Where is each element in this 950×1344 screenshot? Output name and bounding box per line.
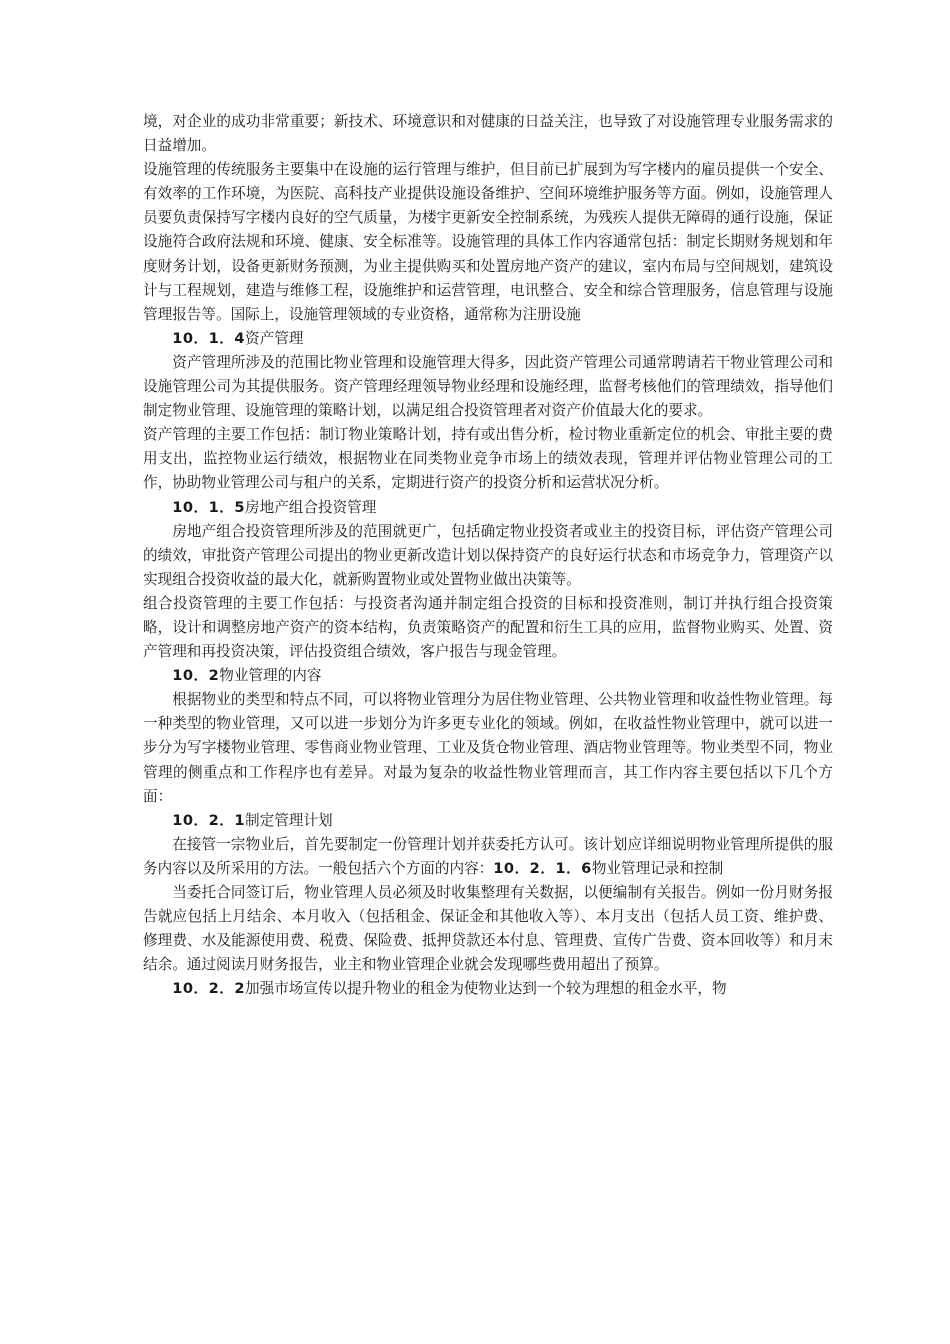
paragraph-property-types: 根据物业的类型和特点不同，可以将物业管理分为居住物业管理、公共物业管理和收益性物业管理。每一种类型的物业管理，又可以进一步划分为许多更专业化的领域。例如，在收益性物业管理中，就可以进一步分为写字楼物业管理、零售商业物业管理、工业及货仓物业管理、酒店物业管理等。物业类型不同，物业管理的侧重点和工作程序也有差异。对最为复杂的收益性物业管理而言，其工作内容主要包括以下几个方面： [143, 691, 833, 805]
heading-text: 物业管理的内容 [219, 667, 322, 685]
paragraph-asset-tasks: 资产管理的主要工作包括：制订物业策略计划，持有或出售分析，检讨物业重新定位的机会、审批主要的费用支出，监控物业运行绩效，根据物业在同类物业竞争市场上的绩效表现，管理并评估物业管理公司的工作，协助物业管理公司与租户的关系，定期进行资产的投资分析和运营状况分析。 [143, 426, 833, 492]
heading-text: 资产管理 [245, 329, 304, 347]
heading-text: 房地产组合投资管理 [245, 498, 377, 516]
paragraph-text: 在接管一宗物业后，首先要制定一份管理计划并获委托方认可。该计划应详细说明物业管理所提供的服务内容以及所采用的方法。一般包括六个方面的内容： [143, 835, 833, 877]
heading-text: 制定管理计划 [245, 811, 333, 829]
paragraph-portfolio-scope: 房地产组合投资管理所涉及的范围就更广，包括确定物业投资者或业主的投资目标，评估资产管理公司的绩效，审批资产管理公司提出的物业更新改造计划以保持资产的良好运行状态和市场竞争力，管理资产以实现组合投资收益的最大化，就新购置物业或处置物业做出决策等。 [143, 522, 833, 588]
paragraph-portfolio-tasks: 组合投资管理的主要工作包括：与投资者沟通并制定组合投资的目标和投资准则，制订并执行组合投资策略，设计和调整房地产资产的资本结构，负责策略资产的配置和衍生工具的应用，监督物业购买、处置、资产管理和再投资决策，评估投资组合绩效，客户报告与现金管理。 [143, 594, 833, 661]
heading-10-1-4 [143, 327, 833, 351]
paragraph-10-2-2 [143, 977, 833, 1001]
heading-number: 10．1．4 [172, 329, 245, 347]
heading-number: 10．2 [172, 667, 220, 685]
heading-10-1-5 [143, 496, 833, 520]
heading-number: 10．2．1 [172, 811, 245, 829]
heading-10-2 [143, 664, 833, 688]
paragraph-asset-scope: 资产管理所涉及的范围比物业管理和设施管理大得多，因此资产管理公司通常聘请若干物业管理公司和设施管理公司为其提供服务。资产管理经理领导物业经理和设施经理，监督考核他们的管理绩效，指导他们制定物业管理、设施管理的策略计划，以满足组合投资管理者对资产价值最大化的要求。 [143, 353, 833, 420]
heading-number: 10．2．2 [172, 980, 245, 998]
paragraph-facility-importance: 境，对企业的成功非常重要；新技术、环境意识和对健康的日益关注，也导致了对设施管理专业服务需求的日益增加。 [143, 113, 833, 155]
heading-10-2-1 [143, 809, 833, 833]
document-body [143, 110, 833, 1001]
paragraph-facility-services: 设施管理的传统服务主要集中在设施的运行管理与维护，但目前已扩展到为写字楼内的雇员提供一个安全、有效率的工作环境，为医院、高科技产业提供设施设备维护、空间环境维护服务等方面。例如，设施管理人员要负责保持写字楼内良好的空气质量，为楼宇更新安全控制系统，为残疾人提供无障碍的通行设施，保证设施符合政府法规和环境、健康、安全标准等。设施管理的具体工作内容通常包括：制定长期财务规划和年度财务计划，设备更新财务预测，为业主提供购买和处置房地产资产的建议，室内布局与空间规划，建筑设计与工程规划，建造与维修工程，设施维护和运营管理，电讯整合、安全和综合管理服务，信息管理与设施管理报告等。国际上，设施管理领域的专业资格，通常称为注册设施 [143, 161, 833, 323]
paragraph-text: 加强市场宣传以提升物业的租金为使物业达到一个较为理想的租金水平，物 [245, 980, 727, 998]
paragraph-financial-report: 当委托合同签订后，物业管理人员必须及时收集整理有关数据，以便编制有关报告。例如一份月财务报告就应包括上月结余、本月收入（包括租金、保证金和其他收入等）、本月支出（包括人员工资、维护费、修理费、水及能源使用费、税费、保险费、抵押贷款还本付息、管理费、宣传广告费、资本回收等）和月末结余。通过阅读月财务报告，业主和物业管理企业就会发现哪些费用超出了预算。 [143, 884, 833, 974]
paragraph-text: 物业管理记录和控制 [591, 859, 724, 877]
heading-number: 10．1．5 [172, 498, 245, 516]
inline-section-number: 10．2．1．6 [493, 859, 592, 877]
paragraph-management-plan [143, 833, 833, 881]
